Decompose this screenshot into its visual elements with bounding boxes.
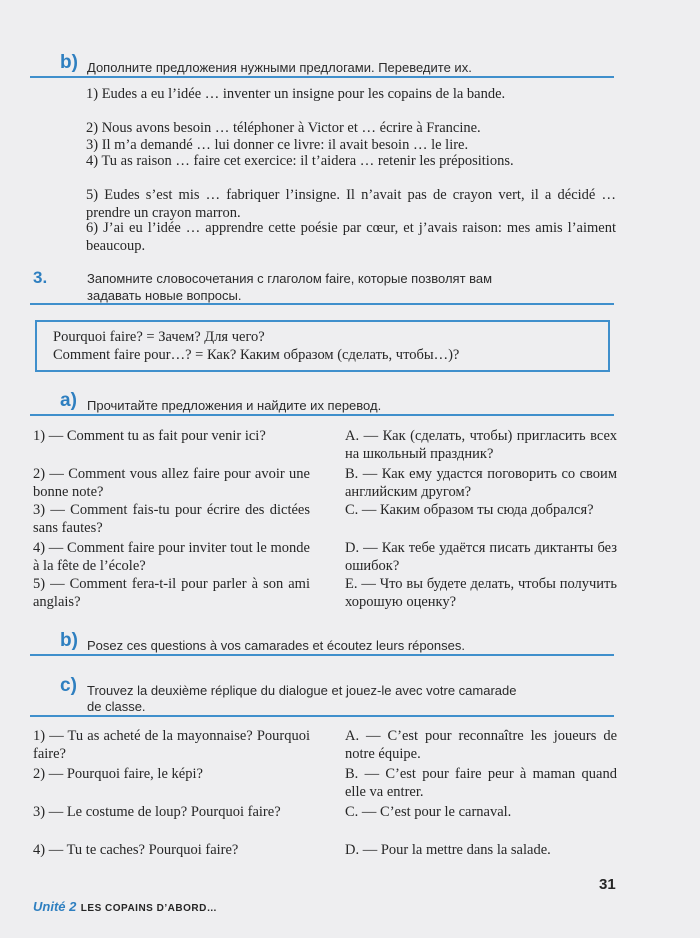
- phrase-box: [35, 320, 610, 372]
- footer-unit: Unité 2: [33, 899, 77, 914]
- section-c-letter: c): [60, 675, 77, 696]
- dialogue-question: 4) — Tu te caches? Pourquoi faire?: [33, 842, 239, 858]
- translation-item: A. — Как (сделать, чтобы) пригласить всех на школьный праздник?: [345, 428, 617, 462]
- phrase-line-1: Pourquoi faire? = Зачем? Для чего?: [53, 329, 265, 345]
- question-item: 1) — Comment tu as fait pour venir ici?: [33, 428, 266, 444]
- exercise-item: 4) Tu as raison … faire cet exercice: il t’aidera … retenir les prépositions.: [86, 153, 514, 169]
- section-b2-rule: [30, 654, 614, 656]
- dialogue-question: 2) — Pourquoi faire, le képi?: [33, 766, 203, 782]
- section-a-letter: a): [60, 390, 77, 411]
- section-a-rule: [30, 414, 614, 416]
- question-item: 5) — Comment fera-t-il pour parler à son ami anglais?: [33, 576, 310, 610]
- section-b-rule: [30, 76, 614, 78]
- section-3-instruction-line1: Запомните словосочетания с глаголом faire, которые позволят вам: [87, 271, 493, 286]
- translation-item: C. — Каким образом ты сюда добрался?: [345, 502, 594, 518]
- section-b2-instruction: Posez ces questions à vos camarades et écoutez leurs réponses.: [87, 638, 465, 653]
- exercise-item: 5) Eudes s’est mis … fabriquer l’insigne. Il n’avait pas de crayon vert, il a décidé … prendre un crayon marron.: [86, 187, 616, 221]
- exercise-item: 3) Il m’a demandé … lui donner ce livre: il avait besoin … le lire.: [86, 137, 469, 153]
- translation-item: B. — Как ему удастся поговорить со своим английским другом?: [345, 466, 617, 500]
- dialogue-question: 1) — Tu as acheté de la mayonnaise? Pourquoi faire?: [33, 728, 310, 762]
- section-b-instruction: Дополните предложения нужными предлогами. Переведите их.: [87, 60, 472, 75]
- translation-item: E. — Что вы будете делать, чтобы получить хорошую оценку?: [345, 576, 617, 610]
- phrase-line-2: Comment faire pour…? = Как? Каким образом (сделать, чтобы…)?: [53, 347, 460, 363]
- section-a-instruction: Прочитайте предложения и найдите их перевод.: [87, 398, 382, 413]
- section-3-rule: [30, 303, 614, 305]
- exercise-item: 1) Eudes a eu l’idée … inventer un insigne pour les copains de la bande.: [86, 86, 506, 102]
- question-item: 4) — Comment faire pour inviter tout le monde à la fête de l’école?: [33, 540, 310, 574]
- footer-title: LES COPAINS D’ABORD…: [80, 903, 218, 914]
- exercise-number: 3.: [33, 268, 48, 287]
- dialogue-answer: C. — C’est pour le carnaval.: [345, 804, 512, 820]
- section-3-instruction-line2: задавать новые вопросы.: [87, 288, 242, 303]
- footer: [33, 898, 217, 916]
- section-c-instruction-line2: de classe.: [87, 699, 146, 714]
- question-item: 3) — Comment fais-tu pour écrire des dictées sans fautes?: [33, 502, 310, 536]
- dialogue-answer: B. — C’est pour faire peur à maman quand elle va entrer.: [345, 766, 617, 800]
- exercise-item: 2) Nous avons besoin … téléphoner à Victor et … écrire à Francine.: [86, 120, 481, 136]
- dialogue-answer: D. — Pour la mettre dans la salade.: [345, 842, 551, 858]
- section-b-letter: b): [60, 52, 78, 73]
- section-c-instruction-line1: Trouvez la deuxième réplique du dialogue et jouez-le avec votre camarade: [87, 683, 517, 698]
- dialogue-answer: A. — C’est pour reconnaître les joueurs de notre équipe.: [345, 728, 617, 762]
- page-number: 31: [599, 876, 616, 893]
- section-c-rule: [30, 715, 614, 717]
- dialogue-question: 3) — Le costume de loup? Pourquoi faire?: [33, 804, 281, 820]
- question-item: 2) — Comment vous allez faire pour avoir une bonne note?: [33, 466, 310, 500]
- section-b2-letter: b): [60, 630, 78, 651]
- exercise-item: 6) J’ai eu l’idée … apprendre cette poésie par cœur, et j’avais raison: mes amis l’aiment beaucoup.: [86, 220, 616, 254]
- translation-item: D. — Как тебе удаётся писать диктанты без ошибок?: [345, 540, 617, 574]
